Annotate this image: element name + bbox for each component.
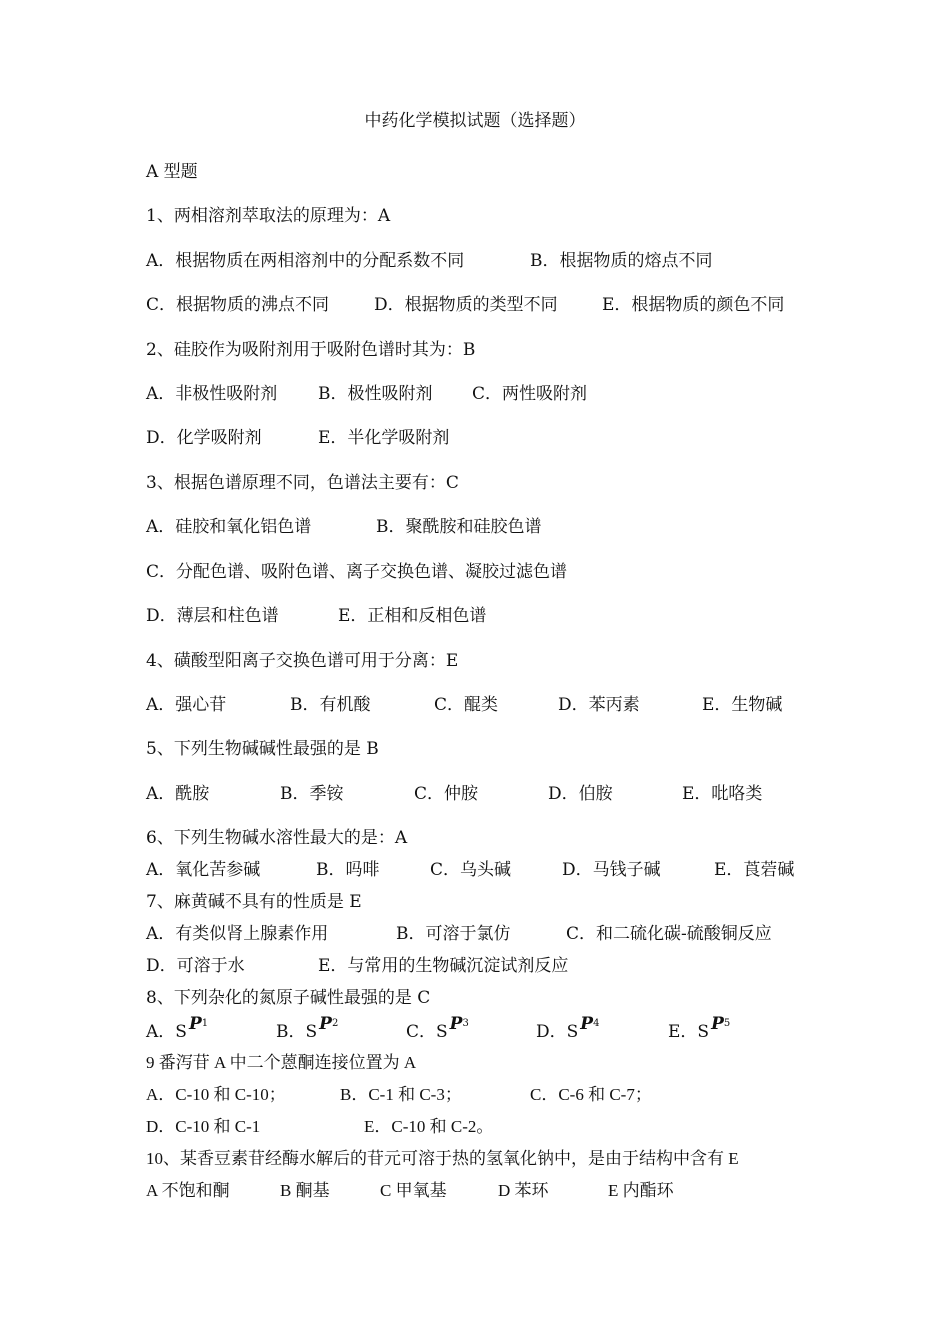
option: A．有类似肾上腺素作用 bbox=[146, 924, 329, 944]
option: E．吡咯类 bbox=[682, 784, 763, 804]
page-title: 中药化学模拟试题（选择题） bbox=[364, 111, 586, 131]
option: E．正相和反相色谱 bbox=[338, 606, 487, 626]
orbital-p: P bbox=[449, 1014, 463, 1034]
option: C．根据物质的沸点不同 bbox=[146, 295, 330, 315]
option: D．薄层和柱色谱 bbox=[146, 606, 279, 626]
option: E．莨菪碱 bbox=[714, 860, 795, 880]
option: B．极性吸附剂 bbox=[318, 384, 433, 404]
option: C．醌类 bbox=[434, 695, 499, 715]
option: A．根据物质在两相溶剂中的分配系数不同 bbox=[146, 251, 465, 271]
question-stem: 5、下列生物碱碱性最强的是 B bbox=[146, 739, 379, 759]
option: D 苯环 bbox=[498, 1181, 549, 1200]
question-stem: 2、硅胶作为吸附剂用于吸附色谱时其为：B bbox=[146, 340, 476, 360]
option: B．聚酰胺和硅胶色谱 bbox=[376, 517, 542, 537]
orbital-p: P bbox=[319, 1014, 332, 1034]
option: B．C-1 和 C-3； bbox=[340, 1085, 462, 1104]
option-label: D．S bbox=[536, 1022, 579, 1042]
option: C．两性吸附剂 bbox=[472, 384, 588, 404]
option: E．生物碱 bbox=[702, 695, 783, 715]
option: B．可溶于氯仿 bbox=[396, 924, 511, 944]
option: E．半化学吸附剂 bbox=[318, 428, 450, 448]
option: B．季铵 bbox=[280, 784, 344, 804]
question-stem: 10、某香豆素苷经酶水解后的苷元可溶于热的氢氧化钠中，是由于结构中含有 E bbox=[146, 1149, 739, 1168]
option: E．C-10 和 C-2。 bbox=[364, 1117, 494, 1136]
option-label: A．S bbox=[146, 1022, 187, 1042]
question-stem: 9 番泻苷 A 中二个蒽酮连接位置为 A bbox=[146, 1053, 417, 1072]
option: D．根据物质的类型不同 bbox=[374, 295, 558, 315]
section-heading: A 型题 bbox=[146, 162, 198, 182]
option: E．与常用的生物碱沉淀试剂反应 bbox=[318, 956, 569, 976]
orbital-index: 5 bbox=[723, 1018, 731, 1029]
question-stem: 6、下列生物碱水溶性最大的是：A bbox=[146, 828, 408, 848]
option: A 不饱和酮 bbox=[146, 1181, 230, 1200]
orbital-index: 3 bbox=[462, 1018, 469, 1029]
option: C 甲氧基 bbox=[380, 1181, 447, 1200]
question-stem: 8、下列杂化的氮原子碱性最强的是 C bbox=[146, 988, 431, 1008]
question-stem: 3、根据色谱原理不同，色谱法主要有：C bbox=[146, 473, 459, 493]
orbital-p: P bbox=[188, 1014, 202, 1034]
question-stem: 7、麻黄碱不具有的性质是 E bbox=[146, 892, 362, 912]
option: A．非极性吸附剂 bbox=[146, 384, 278, 404]
option: D．化学吸附剂 bbox=[146, 428, 262, 448]
option: B．根据物质的熔点不同 bbox=[530, 251, 713, 271]
option: D．苯丙素 bbox=[558, 695, 640, 715]
option-sp bbox=[536, 1014, 600, 1046]
option: C．分配色谱、吸附色谱、离子交换色谱、凝胶过滤色谱 bbox=[146, 562, 568, 582]
question-stem: 1、两相溶剂萃取法的原理为：A bbox=[146, 206, 391, 226]
option-sp bbox=[276, 1014, 339, 1046]
option: D．伯胺 bbox=[548, 784, 613, 804]
orbital-index: 4 bbox=[593, 1018, 600, 1029]
option: D．可溶于水 bbox=[146, 956, 245, 976]
option-sp bbox=[668, 1014, 731, 1046]
option: A．酰胺 bbox=[146, 784, 210, 804]
option: B．有机酸 bbox=[290, 695, 371, 715]
option-label: C．S bbox=[406, 1022, 448, 1042]
orbital-p: P bbox=[711, 1014, 724, 1034]
option: B 酮基 bbox=[280, 1181, 330, 1200]
orbital-p: P bbox=[580, 1014, 594, 1034]
option: C．乌头碱 bbox=[430, 860, 512, 880]
option: D．C-10 和 C-1 bbox=[146, 1117, 261, 1136]
option: E．根据物质的颜色不同 bbox=[602, 295, 785, 315]
option: A．C-10 和 C-10； bbox=[146, 1085, 286, 1104]
question-stem: 4、磺酸型阳离子交换色谱可用于分离：E bbox=[146, 651, 459, 671]
option: A．氧化苦参碱 bbox=[146, 860, 261, 880]
option: A．强心苷 bbox=[146, 695, 227, 715]
option-label: B．S bbox=[276, 1022, 318, 1042]
option: C．仲胺 bbox=[414, 784, 479, 804]
option-sp bbox=[146, 1014, 209, 1046]
option: D．马钱子碱 bbox=[562, 860, 661, 880]
orbital-index: 2 bbox=[331, 1018, 339, 1029]
option-sp bbox=[406, 1014, 469, 1046]
option-label: E．S bbox=[668, 1022, 710, 1042]
orbital-index: 1 bbox=[201, 1018, 209, 1029]
option: E 内酯环 bbox=[608, 1181, 674, 1200]
option: B．吗啡 bbox=[316, 860, 380, 880]
option: C．C-6 和 C-7； bbox=[530, 1085, 652, 1104]
option: C．和二硫化碳-硫酸铜反应 bbox=[566, 924, 772, 944]
option: A．硅胶和氧化铝色谱 bbox=[146, 517, 312, 537]
